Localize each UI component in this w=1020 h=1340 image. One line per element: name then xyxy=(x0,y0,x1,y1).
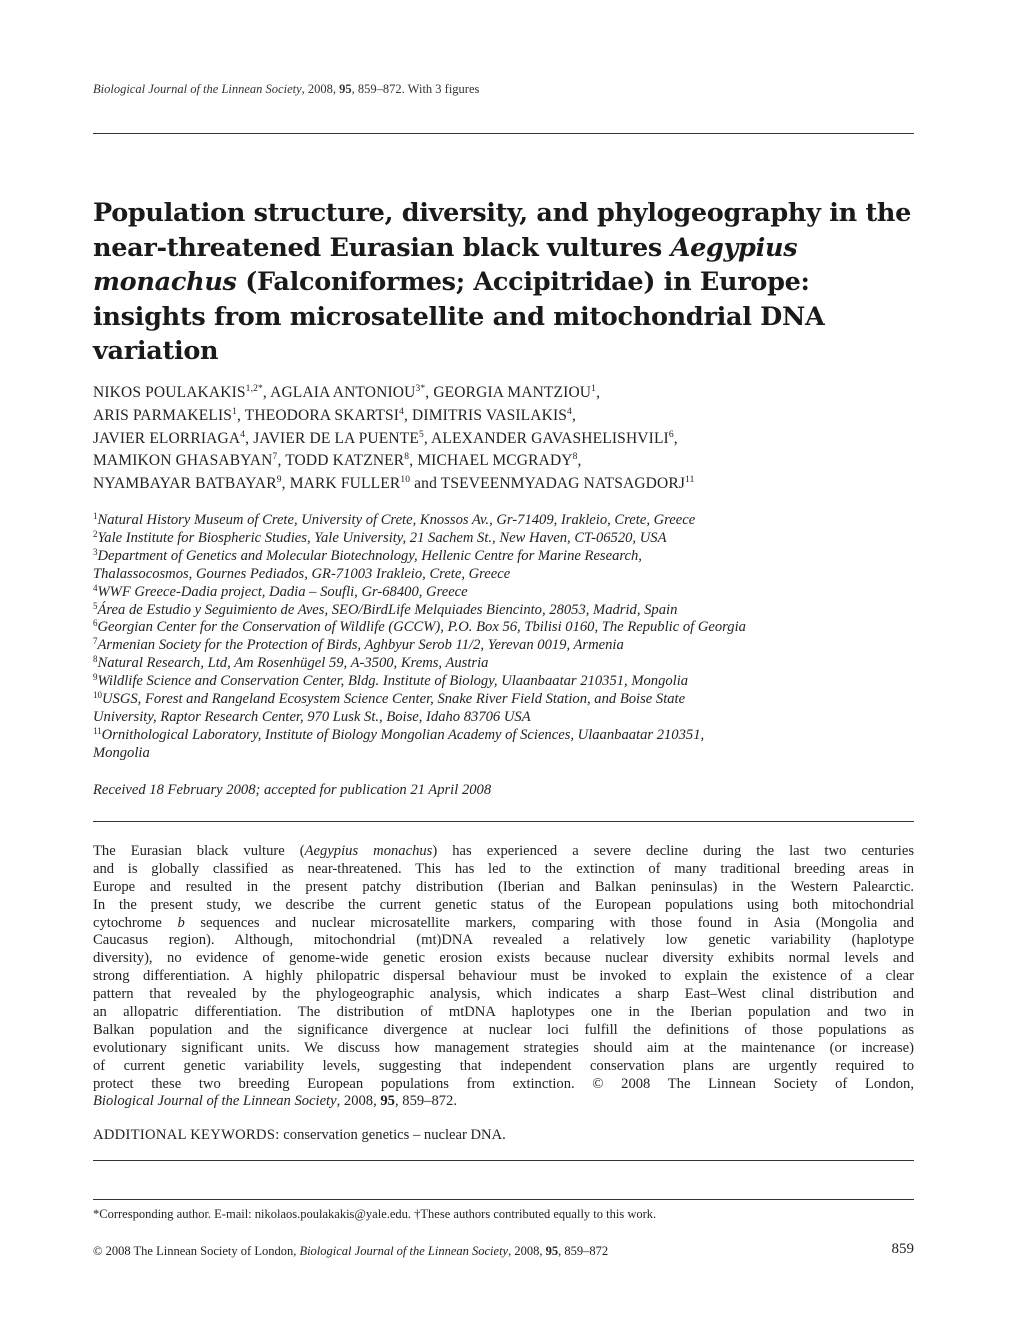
page-footer xyxy=(93,1241,914,1259)
keywords-text: conservation genetics – nuclear DNA. xyxy=(279,1127,506,1143)
author: ALEXANDER GAVASHELISHVILI$^6$, xyxy=(431,429,678,447)
abstract-bottom-divider xyxy=(93,1160,914,1161)
title-part-2: (Falconiformes; Accipitridae) in Europe: insights from microsatellite and mitochondrial DNA variation xyxy=(93,267,825,366)
abstract-line: strong differentiation. A highly philopatric dispersal behaviour must be invoked to explain the existence of a clear xyxy=(93,968,914,985)
affiliation: $^5$Área de Estudio y Seguimiento de Aves, SEO/BirdLife Melquiades Biencinto, 28053, Madrid, Spain xyxy=(93,600,678,618)
affiliation: University, Raptor Research Center, 970 Lusk St., Boise, Idaho 83706 USA xyxy=(93,708,531,725)
affiliation-list xyxy=(93,512,923,763)
footer-year: , 2008, xyxy=(508,1244,546,1258)
author: NIKOS $POULAKAKIS^{1,2*}$, xyxy=(93,384,271,401)
affiliation: $^{11}$Ornithological Laboratory, Institute of Biology Mongolian Academy of Sciences, Ulaanbaatar 210351, xyxy=(93,725,705,743)
abstract-line: evolutionary significant units. We discuss how management strategies should aim at the maintenance (or increase) xyxy=(93,1039,914,1056)
running-head-year: , 2008, xyxy=(301,82,340,96)
affiliation: $^4$WWF Greece-Dadia project, Dadia – Soufli, Gr-68400, Greece xyxy=(93,582,468,600)
affiliation: $^7$Armenian Society for the Protection of Birds, Aghbyur Serob 11/2, Yerevan 0019, Armenia xyxy=(93,636,624,654)
abstract-line: Europe and resulted in the present patchy distribution (Iberian and Balkan peninsulas) in the Western Palearctic. xyxy=(93,878,914,895)
footer-journal: Biological Journal of the Linnean Society xyxy=(299,1244,509,1258)
corresponding-author-footnote: *Corresponding author. E-mail: nikolaos.poulakakis@yale.edu. †These authors contributed equally to this work. xyxy=(93,1207,657,1221)
affiliation: $^6$Georgian Center for the Conservation of Wildlife (GCCW), P.O. Box 56, Tbilisi 0160, The Republic of Georgia xyxy=(93,618,746,636)
author: JAVIER DE LA PUENTE$^5$, xyxy=(253,429,432,447)
running-head-pages: , 859–872. With 3 figures xyxy=(351,82,480,96)
author: NYAMBAYAR BATBAYAR$^9$, xyxy=(93,475,290,493)
abstract-line: and is globally classified as near-threatened. This has led to the extinction of many traditional breeding areas in xyxy=(93,860,914,877)
footer-volume: 95 xyxy=(545,1244,559,1258)
author: GEORGIA MANTZIOU$^1$, xyxy=(433,384,601,401)
page-number: 859 xyxy=(891,1241,914,1257)
title-part-1: Population structure, diversity, and phylogeography in the near-threatened Eurasian black vultures xyxy=(93,198,912,263)
abstract-line: Biological Journal of the Linnean Society, 2008, 95, 859–872. xyxy=(93,1093,457,1110)
author: TSEVEENMYADAG NATSAGDORJ$^{11}$ xyxy=(440,475,695,493)
abstract xyxy=(93,843,914,1111)
abstract-line: cytochrome b sequences and nuclear microsatellite markers, comparing with those found in Asia (Mongolia and xyxy=(93,914,914,931)
affiliation: $^1$Natural History Museum of Crete, University of Crete, Knossos Av., Gr-71409, Irakleio, Crete, Greece xyxy=(93,511,696,528)
author: JAVIER ELORRIAGA$^4$, xyxy=(93,429,254,447)
affiliation: $^{10}$USGS, Forest and Rangeland Ecosystem Science Center, Snake River Field Station, and Boise State xyxy=(93,690,686,708)
affiliation: $^3$Department of Genetics and Molecular Biotechnology, Hellenic Centre for Marine Research, xyxy=(93,546,642,564)
running-head-journal: Biological Journal of the Linnean Society xyxy=(93,82,302,96)
author-list xyxy=(93,382,933,496)
additional-keywords xyxy=(93,1127,506,1144)
author: TODD KATZNER$^8$, xyxy=(285,452,418,470)
affiliation: Thalassocosmos, Gournes Pediados, GR-71003 Irakleio, Crete, Greece xyxy=(93,565,511,582)
abstract-line: an allopatric differentiation. The distribution of mtDNA haplotypes one in the Iberian population and two in xyxy=(93,1004,914,1021)
abstract-line: The Eurasian black vulture (Aegypius monachus) has experienced a severe decline during the last two centuries xyxy=(93,843,915,859)
abstract-line: of current genetic variability levels, suggesting that independent conservation plans are urgently required to xyxy=(93,1057,914,1074)
author: THEODORA SKARTSI$^4$, xyxy=(244,406,413,424)
running-head-volume: 95 xyxy=(339,82,352,96)
affiliation: $^8$Natural Research, Ltd, Am Rosenhügel 59, A-3500, Krems, Austria xyxy=(93,654,489,672)
author: DIMITRIS VASILAKIS$^4$, xyxy=(412,406,576,424)
affiliation: $^2$Yale Institute for Biospheric Studies, Yale University, 21 Sachem St., New Haven, CT-06520, USA xyxy=(93,528,667,546)
footnote-divider xyxy=(93,1199,914,1200)
keywords-label: ADDITIONAL KEYWORDS: xyxy=(93,1127,280,1143)
affiliation: $^9$Wildlife Science and Conservation Center, Bldg. Institute of Biology, Ulaanbaatar 210351, Mongolia xyxy=(93,672,689,690)
author: MAMIKON GHASABYAN$^7$, xyxy=(93,452,286,470)
affiliation: Mongolia xyxy=(93,744,150,761)
top-divider xyxy=(93,133,914,134)
abstract-line: protect these two breeding European populations from extinction. © 2008 The Linnean Society of London, xyxy=(93,1075,914,1092)
footer-pages: , 859–872 xyxy=(558,1244,609,1258)
author: AGLAIA $ANTONIOU^{3*}$, xyxy=(270,384,434,401)
abstract-line: diversity), no evidence of genome-wide genetic erosion exists because nuclear diversity exhibits normal levels and xyxy=(93,950,914,967)
abstract-line: Balkan population and the significance divergence at nuclear loci fulfill the definitions of those populations as xyxy=(93,1021,914,1038)
received-dates: Received 18 February 2008; accepted for publication 21 April 2008 xyxy=(93,782,492,798)
footer-copyright: © 2008 The Linnean Society of London, xyxy=(93,1244,300,1258)
abstract-top-divider xyxy=(93,821,914,822)
author: ARIS PARMAKELIS$^1$, xyxy=(93,406,245,424)
abstract-line: pattern that revealed by the phylogeographic analysis, which indicates a sharp East–West clinal distribution and xyxy=(93,986,914,1003)
running-head xyxy=(93,82,479,97)
author: MARK FULLER$^{10}$ and xyxy=(289,475,441,493)
abstract-line: In the present study, we describe the current genetic status of the European populations using both mitochondrial xyxy=(93,896,914,913)
author: MICHAEL MCGRADY$^8$, xyxy=(417,452,582,470)
paper-title xyxy=(93,196,923,369)
title-species: Aegypius monachus xyxy=(93,232,798,297)
abstract-line: Caucasus region). Although, mitochondrial (mt)DNA revealed a relatively low genetic variability (haplotype xyxy=(93,932,914,949)
